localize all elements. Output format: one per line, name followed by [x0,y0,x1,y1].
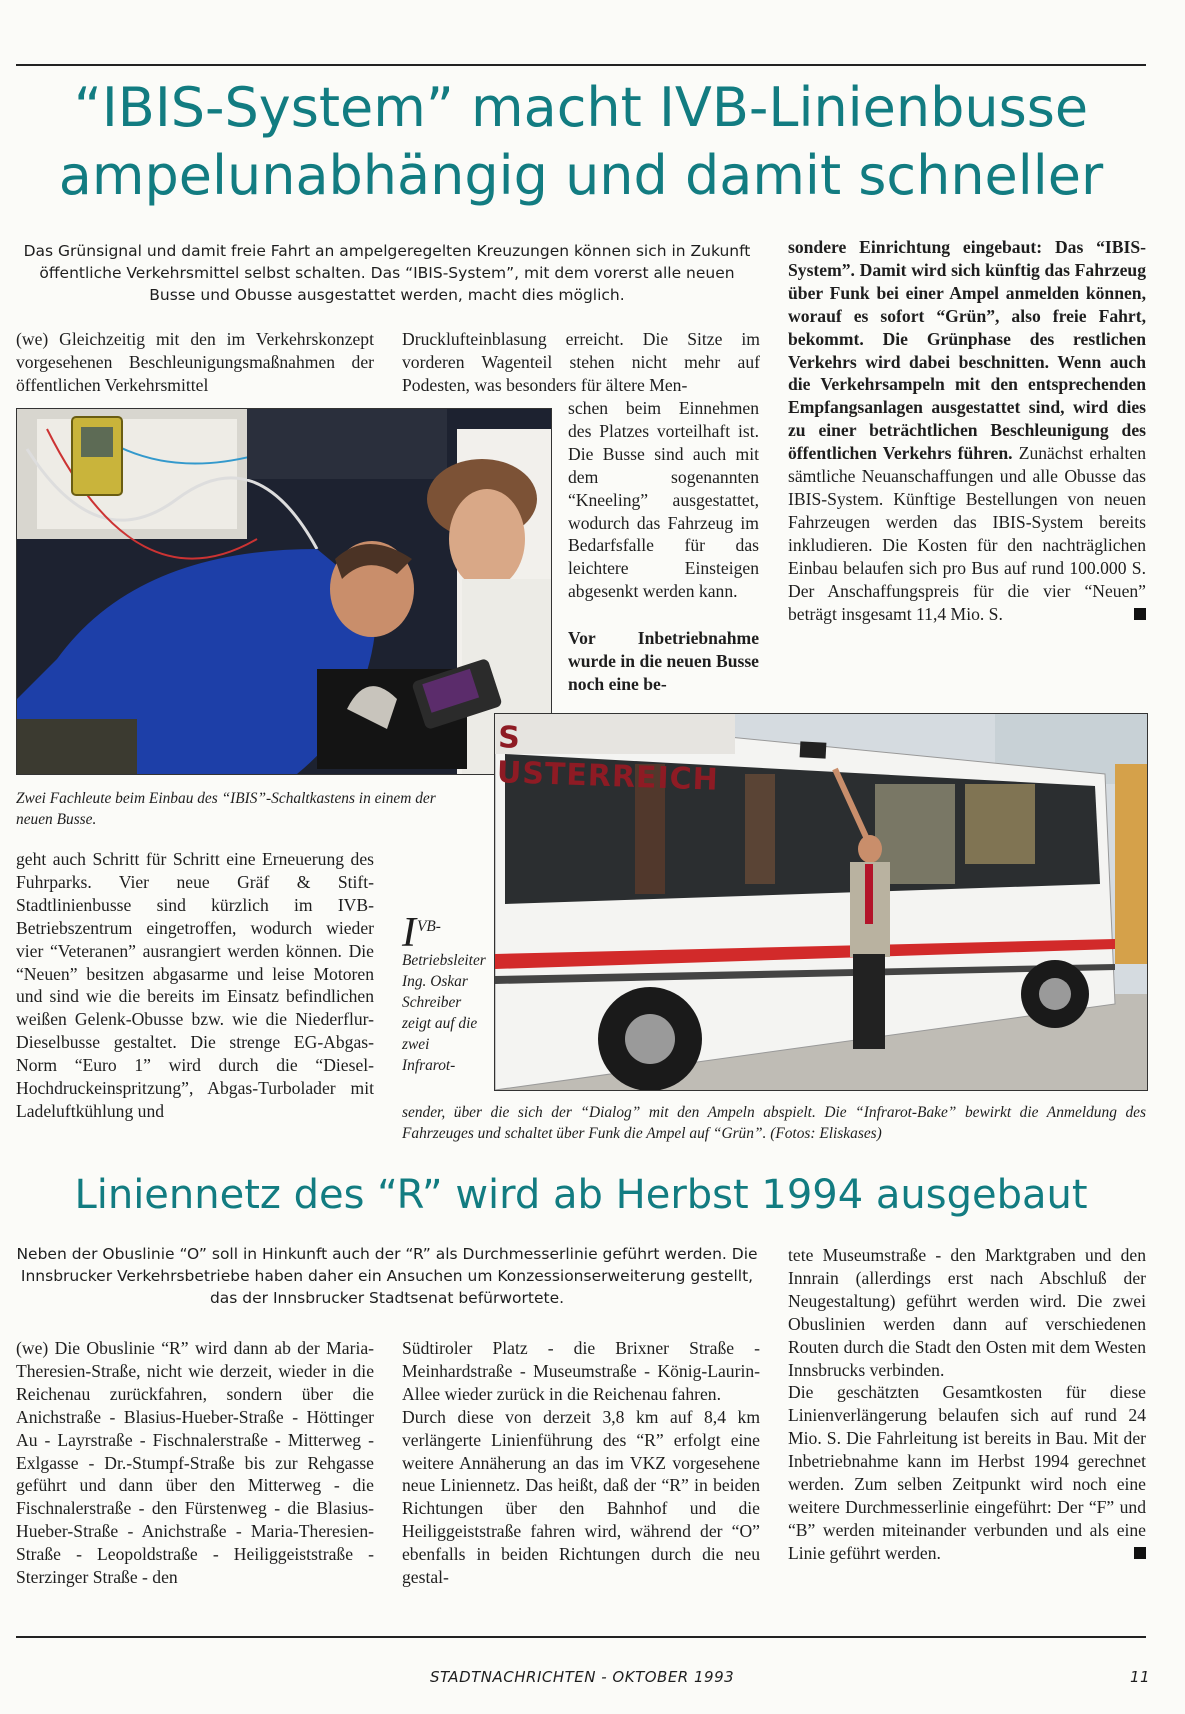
article2-col3-p1: tete Museumstraße - den Marktgraben und den Innrain (allerdings erst nach Abschluß der Neugestaltung) geführt werden wird. Die zwei Obuslinien werden dann auf verschiedenen Routen durch die Stadt den Osten mit dem Westen Innsbrucks verbinden. [788,1245,1146,1380]
article1-title-line1: “IBIS-System” macht IVB-Linienbusse [73,76,1089,139]
article2-col2 [402,1337,760,1589]
article1-col2-narrow: schen beim Einnehmen des Platzes vorteilhaft ist. Die Busse sind auch mit dem sogenannten “Kneeling” ausgestattet, wodurch das Fahrzeug im Bedarfsfalle für das leichtere Einsteigen abgesenkt werden kann. [568,398,759,602]
caption-bus-bottom: sender, über die sich der “Dialog” mit den Ampeln abspielt. Die “Infrarot-Bake” bewirkt die Anmeldung des Fahrzeuges und schaltet über Funk die Ampel auf “Grün”. (Fotos: Eliskases) [402,1104,1146,1142]
article2-col3-p2: Die geschätzten Gesamtkosten für diese Linienverlängerung belaufen sich auf rund 24 Mio. S. Die Fahrleitung ist bereits in Bau. Mit der Inbetriebnahme kann im Herbst 1994 gerechnet werden. Zum selben Zeitpunkt wird noch eine weitere Durchmesserlinie eingeführt: Der “F” und “B” werden miteinander verbunden und als eine Linie geführt werden. [788,1382,1146,1563]
article2-col2-p2: Durch diese von derzeit 3,8 km auf 8,4 km verlängerte Linienführung des “R” erfolgt eine weitere Annäherung an das im VKZ vorgesehene neue Liniennetz. Das heißt, daß der “R” in beiden Richtungen über den Bahnhof und die Heiliggeiststraße fahren wird, während der “O” ebenfalls in beiden Richtungen durch die neu gestal- [402,1406,760,1588]
article1-col3-bold: sondere Einrichtung eingebaut: Das “IBIS-System”. Damit wird sich künftig das Fahrzeug über Funk bei einer Ampel anmelden können, worauf es sofort “Grün”, also freie Fahrt, bekommt. Die Grünphase des restlichen Verkehrs wird dabei beschnitten. Wenn auch die Verkehrsampeln mit den entsprechenden Empfangsanlagen ausgestattet sind, wird dies zu einer beträchtlichen Beschleunigung des öffentlichen Verkehrs führen. [788,237,1146,464]
bus-sign: S USTERREICH [496,720,720,798]
footer-page-number: 11 [1130,1668,1151,1686]
caption-technicians: Zwei Fachleute beim Einbau des “IBIS”-Schaltkastens in einem der neuen Busse. [16,790,436,828]
article1-lead: Das Grünsignal und damit freie Fahrt an ampelgeregelten Kreuzungen können sich in Zukunft öffentliche Verkehrsmittel selbst schalten. Das “IBIS-System”, mit dem vorerst alle neuen Busse und Obusse ausgestattet werden, macht dies möglich. [23,242,751,304]
photo-bus [494,713,1148,1091]
article1-col2-bold-wrap [568,627,759,696]
article2-col1: (we) Die Obuslinie “R” wird dann ab der Maria-Theresien-Straße, nicht wie derzeit, wieder in die Reichenau zurückfahren, sondern über die Anichstraße - Blasius-Hueber-Straße - Höttinger Au - Layrstraße - Fischnalerstraße - Mitterweg - Exlgasse - Dr.-Stumpf-Straße bis zur Rehgasse geführt und dann über den Mitterweg - die Fischnalerstraße - den Fürstenweg - die Blasius-Hueber-Straße - Anichstraße - Maria-Theresien-Straße - Leopoldstraße - Heiliggeiststraße - Sterzinger Straße - den [16,1338,374,1588]
article1-col2-top: Drucklufteinblasung erreicht. Die Sitze im vorderen Wagenteil stehen nicht mehr auf Podesten, was besonders für ältere Men- [402,329,760,395]
end-mark [1134,608,1146,620]
top-rule [16,64,1146,66]
article1-col1-top: (we) Gleichzeitig mit den im Verkehrskonzept vorgesehenen Beschleunigungsmaßnahmen der öffentlichen Verkehrsmittel [16,329,374,395]
article1-col2-bold: Vor Inbetriebnahme wurde in die neuen Busse noch eine be- [568,628,759,694]
article1-col3-normal: Zunächst erhalten sämtliche Neuanschaffungen und alle Obusse das IBIS-System. Künftige Bestellungen von neuen Fahrzeugen werden das IBIS-System bereits inkludieren. Die Kosten für den nachträglichen Einbau belaufen sich pro Bus auf rund 100.000 S. Der Anschaffungspreis für die vier “Neuen” beträgt insgesamt 11,4 Mio. S. [788,443,1146,624]
article2-col3 [788,1244,1146,1565]
article2-col2-p1: Südtiroler Platz - die Brixner Straße - Meinhardstraße - Museumstraße - König-Laurin-Allee wieder zurück in die Reichenau fahren. [402,1338,760,1404]
article2-title: Liniennetz des “R” wird ab Herbst 1994 ausgebaut [74,1172,1088,1218]
article1-col3 [788,236,1146,625]
article1-title [16,74,1146,210]
article1-col1-bottom: geht auch Schritt für Schritt eine Erneuerung des Fuhrparks. Vier neue Gräf & Stift-Stadtlinienbusse sind kürzlich im IVB-Betriebszentrum eingetroffen, wodurch wieder vier “Veteranen” ausrangiert werden können. Die “Neuen” besitzen abgasarme und leise Motoren und sind wie die bereits im Einsatz befindlichen weißen Gelenk-Obusse bzw. wie die Niederflur-Dieselbusse gestaltet. Die strenge EG-Abgas-Norm “Euro 1” wird durch die “Diesel-Hochdruckeinspritzung”, Abgas-Turbolader mit Ladeluftkühlung und [16,849,374,1121]
photo-technicians-illustration [17,409,551,774]
article2-lead: Neben der Obuslinie “O” soll in Hinkunft auch der “R” als Durchmesserlinie geführt werden. Die Innsbrucker Verkehrsbetriebe haben daher ein Ansuchen um Konzessionserweiterung gestellt, das der Innsbrucker Stadtsenat befürwortete. [16,1245,758,1307]
article1-title-line2: ampelunabhängig und damit schneller [58,144,1104,207]
caption-bus-initial: I [402,910,416,956]
end-mark-2 [1134,1547,1146,1559]
photo-technicians [16,408,552,775]
bottom-rule [16,1636,1146,1638]
footer-publication: STADTNACHRICHTEN - OKTOBER 1993 [430,1668,735,1686]
caption-bus-side-text: VB-Betriebsleiter Ing. Oskar Schreiber zeigt auf die zwei Infrarot- [402,918,486,1074]
caption-bus-side [402,910,486,1076]
